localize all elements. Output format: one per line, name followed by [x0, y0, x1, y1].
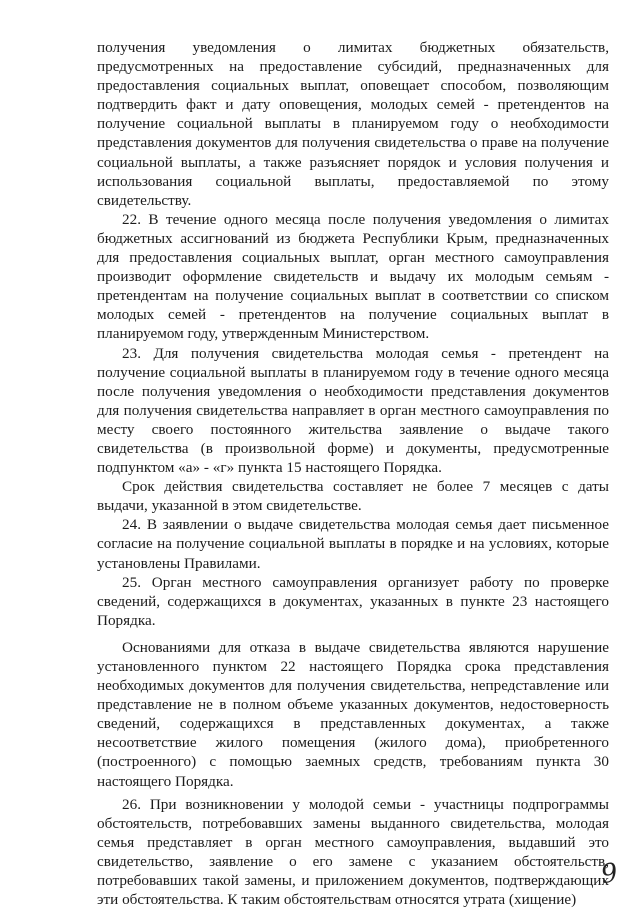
page-number: 9: [599, 857, 621, 891]
document-page: [97, 38, 609, 909]
paragraph-continuation: получения уведомления о лимитах бюджетных обязательств, предусмотренных на предоставление субсидий, предназначенных для предоставления социальных выплат, оповещает способом, позволяющим подтвердить факт и дату оповещения, молодых семей - претендентов на получение социальной выплаты в планируемом году о необходимости представления документов для получения свидетельства о праве на получение социальной выплаты, а также разъясняет порядок и условия получения и использования социальной выплаты, предоставляемой по этому свидетельству.: [97, 39, 609, 209]
paragraph-refusal-grounds: Основаниями для отказа в выдаче свидетельства являются нарушение установленного пунктом 22 настоящего Порядка срока представления необходимых документов для получения свидетельства, непредставление или представление не в полном объеме указанных документов, недостоверность сведений, содержащихся в представленных документах, а также несоответствие жилого помещения (жилого дома), приобретенного (построенного) с помощью заемных средств, требованиям пункта 30 настоящего Порядка.: [97, 638, 609, 790]
paragraph-22: 22. В течение одного месяца после получения уведомления о лимитах бюджетных ассигнований из бюджета Республики Крым, предназначенных для предоставления социальных выплат, орган местного самоуправления производит оформление свидетельств и выдачу их молодым семьям - претендентам на получение социальных выплат в соответствии со списком молодых семей - претендентов на получение социальных выплат в планируемом году, утвержденным Министерством.: [97, 210, 609, 343]
paragraph-24: 24. В заявлении о выдаче свидетельства молодая семья дает письменное согласие на получение социальной выплаты в порядке и на условиях, которые установлены Правилами.: [97, 516, 609, 572]
paragraph-certificate-validity: Срок действия свидетельства составляет не более 7 месяцев с даты выдачи, указанной в этом свидетельстве.: [97, 478, 609, 515]
paragraph-23: 23. Для получения свидетельства молодая семья - претендент на получение социальной выплаты в планируемом году в течение одного месяца после получения уведомления о необходимости представления документов для получения свидетельства направляет в орган местного самоуправления по месту своего постоянного жительства заявление о выдаче такого свидетельства (в произвольной форме) и документы, предусмотренные подпунктом «а» - «г» пункта 15 настоящего Порядка.: [97, 344, 609, 477]
paragraph-26: 26. При возникновении у молодой семьи - участницы подпрограммы обстоятельств, потребовавших замены выданного свидетельства, молодая семья представляет в орган местного самоуправления, выдавший это свидетельство, заявление о его замене с указанием обстоятельств, потребовавших такой замены, и приложением документов, подтверждающих эти обстоятельства. К таким обстоятельствам относятся утрата (хищение): [97, 795, 609, 909]
paragraph-25: 25. Орган местного самоуправления организует работу по проверке сведений, содержащихся в документах, указанных в пункте 23 настоящего Порядка.: [97, 573, 609, 629]
